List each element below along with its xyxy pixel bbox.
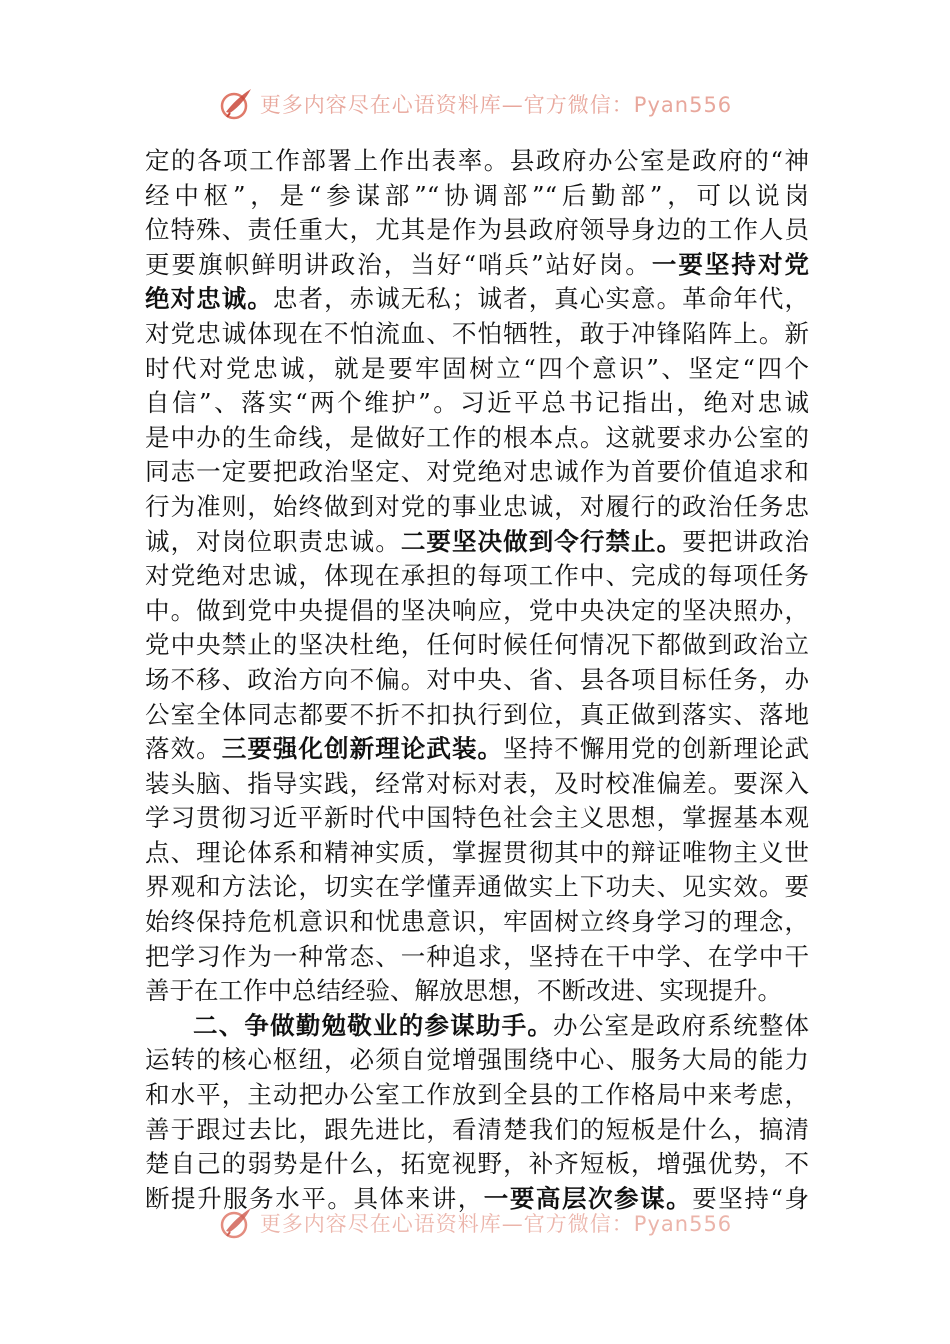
- body-text: 经中枢”，是“参谋部”“协调部”“后勤部”，可以说岗: [145, 180, 809, 210]
- body-text: 要把讲政治: [682, 526, 809, 556]
- body-text: 是中办的生命线，是做好工作的根本点。这就要求办公室的: [145, 422, 809, 452]
- watermark-text: 更多内容尽在心语资料库—官方微信：Pyan556: [259, 93, 733, 117]
- body-text: 运转的核心枢纽，必须自觉增强围绕中心、服务大局的能力: [145, 1045, 809, 1075]
- body-text: 落效。: [145, 734, 222, 764]
- body-text: 要坚持“身: [692, 1183, 809, 1213]
- body-text: 更要旗帜鲜明讲政治，当好“哨兵”站好岗。: [145, 249, 652, 279]
- text-line: [145, 248, 809, 283]
- text-line: [145, 870, 809, 905]
- body-text: 中。做到党中央提倡的坚决响应，党中央决定的坚决照办，: [145, 595, 809, 625]
- text-line: [145, 282, 809, 317]
- text-line: [145, 767, 809, 802]
- bold-heading-text: 三要强化创新理论武装。: [221, 734, 504, 764]
- body-text: 把学习作为一种常态、一种追求，坚持在干中学、在学中干: [145, 941, 809, 971]
- text-line: [145, 559, 809, 594]
- body-text: 公室全体同志都要不折不扣执行到位，真正做到落实、落地: [145, 699, 809, 729]
- document-body: [145, 144, 809, 1216]
- text-line: [145, 490, 809, 525]
- text-line: [145, 179, 809, 214]
- text-line: [145, 1147, 809, 1182]
- body-text: 始终保持危机意识和忧患意识，牢固树立终身学习的理念，: [145, 907, 809, 937]
- bold-heading-text: 一要高层次参谋。: [483, 1183, 693, 1213]
- text-line: [145, 421, 809, 456]
- body-text: 同志一定要把政治坚定、对党绝对忠诚作为首要价值追求和: [145, 457, 809, 487]
- text-line: [145, 905, 809, 940]
- text-line: [145, 525, 809, 560]
- text-line: [145, 801, 809, 836]
- body-text: 时代对党忠诚，就是要牢固树立“四个意识”、坚定“四个: [145, 353, 809, 383]
- body-text: 学习贯彻习近平新时代中国特色社会主义思想，掌握基本观: [145, 803, 809, 833]
- body-text: 和水平，主动把办公室工作放到全县的工作格局中来考虑，: [145, 1080, 809, 1110]
- body-text: 善于跟过去比，跟先进比，看清楚我们的短板是什么，搞清: [145, 1114, 809, 1144]
- body-text: 断提升服务水平。具体来讲，: [145, 1183, 484, 1213]
- text-line: [145, 836, 809, 871]
- body-text: 办公室是政府系统整体: [553, 1010, 809, 1040]
- text-line: [145, 144, 809, 179]
- text-line: [145, 698, 809, 733]
- body-text: 行为准则，始终做到对党的事业忠诚，对履行的政治任务忠: [145, 491, 809, 521]
- text-line: [145, 213, 809, 248]
- text-line: [145, 1113, 809, 1148]
- text-line: [145, 352, 809, 387]
- body-text: 诚，对岗位职责忠诚。: [145, 526, 401, 556]
- watermark-footer: [0, 1203, 950, 1243]
- quill-logo-icon: [218, 86, 254, 122]
- bold-heading-text: 绝对忠诚。: [145, 284, 273, 314]
- body-text: 坚持不懈用党的创新理论武: [503, 734, 809, 764]
- body-text: 楚自己的弱势是什么，拓宽视野，补齐短板，增强优势，不: [145, 1149, 809, 1179]
- text-line: [145, 1078, 809, 1113]
- body-text: 场不移、政治方向不偏。对中央、省、县各项目标任务，办: [145, 664, 809, 694]
- body-text: 点、理论体系和精神实质，掌握贯彻其中的辩证唯物主义世: [145, 837, 809, 867]
- body-text: 对党忠诚体现在不怕流血、不怕牺牲，敢于冲锋陷阵上。新: [145, 318, 809, 348]
- text-line: [145, 594, 809, 629]
- body-text: 党中央禁止的坚决杜绝，任何时候任何情况下都做到政治立: [145, 630, 809, 660]
- body-text: 装头脑、指导实践，经常对标对表，及时校准偏差。要深入: [145, 768, 809, 798]
- body-text: 善于在工作中总结经验、解放思想，不断改进、实现提升。: [145, 976, 782, 1006]
- body-text: 界观和方法论，切实在学懂弄通做实上下功夫、见实效。要: [145, 872, 809, 902]
- bold-heading-text: 一要坚持对党: [651, 249, 809, 279]
- text-line: [145, 455, 809, 490]
- body-text: 对党绝对忠诚，体现在承担的每项工作中、完成的每项任务: [145, 561, 809, 591]
- text-line: [145, 663, 809, 698]
- text-line: [145, 1009, 809, 1044]
- bold-heading-text: 二、争做勤勉敬业的参谋助手。: [193, 1010, 554, 1040]
- text-line: [145, 317, 809, 352]
- bold-heading-text: 二要坚决做到令行禁止。: [400, 526, 683, 556]
- quill-logo-icon: [218, 1205, 254, 1241]
- text-line: [145, 1043, 809, 1078]
- text-line: [145, 732, 809, 767]
- text-line: [145, 628, 809, 663]
- text-line: [145, 974, 809, 1009]
- watermark-header: [0, 84, 950, 124]
- text-line: [145, 940, 809, 975]
- body-text: 位特殊、责任重大，尤其是作为县政府领导身边的工作人员: [145, 215, 809, 245]
- body-text: 自信”、落实“两个维护”。习近平总书记指出，绝对忠诚: [145, 388, 809, 418]
- body-text: 定的各项工作部署上作出表率。县政府办公室是政府的“神: [145, 146, 809, 175]
- watermark-text: 更多内容尽在心语资料库—官方微信：Pyan556: [259, 1212, 733, 1236]
- text-line: [145, 386, 809, 421]
- body-text: 忠者，赤诚无私；诚者，真心实意。革命年代，: [272, 284, 809, 314]
